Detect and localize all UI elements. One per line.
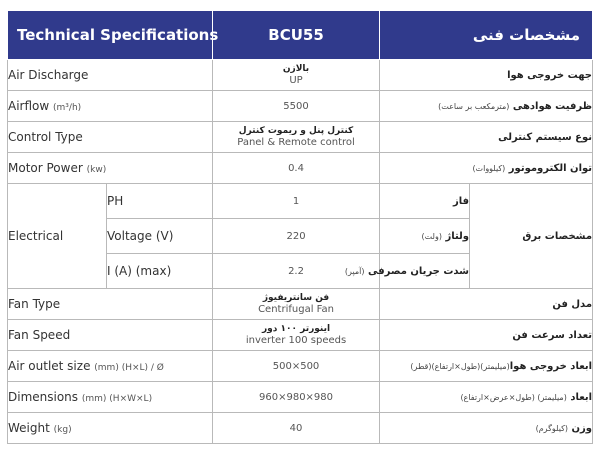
electrical-sub-fa <box>380 219 470 254</box>
electrical-sub-fa-text: فاز <box>452 195 470 207</box>
row-value-en: 40 <box>289 422 303 434</box>
row-label-fa-text: نوع سیستم کنترلی <box>498 131 593 143</box>
row-label-fa-unit: (میلیمتر) (طول×عرض×ارتفاع) <box>460 392 567 402</box>
electrical-sub-value: 1 <box>213 184 380 219</box>
table-row <box>8 60 593 91</box>
table-row <box>8 320 593 351</box>
row-value-en: Centrifugal Fan <box>258 304 334 315</box>
row-label-en <box>8 60 213 91</box>
row-label-text: Weight <box>8 421 50 435</box>
row-value <box>213 351 380 382</box>
row-value-en: inverter 100 speeds <box>245 335 347 346</box>
electrical-sub-en: PH <box>107 184 213 219</box>
row-value-en: Panel & Remote control <box>237 137 355 148</box>
row-label-fa-unit: (میلیمتر)(طول×ارتفاع)(قطر) <box>410 361 510 371</box>
row-label-en <box>8 413 213 444</box>
electrical-group-en: Electrical <box>8 184 107 289</box>
electrical-sub-en: Voltage (V) <box>107 219 213 254</box>
row-label-en <box>8 153 213 184</box>
row-label-en <box>8 122 213 153</box>
row-label-en <box>8 289 213 320</box>
electrical-sub-fa-text: شدت جریان مصرفی <box>367 265 470 277</box>
row-label-en <box>8 320 213 351</box>
row-value <box>213 382 380 413</box>
electrical-sub-fa-unit: (آمپر) <box>344 266 365 276</box>
row-label-en <box>8 91 213 122</box>
row-label-fa <box>380 289 593 320</box>
electrical-sub-value: 2.2 <box>213 254 380 289</box>
row-label-fa <box>380 153 593 184</box>
row-label-text: Control Type <box>8 130 83 144</box>
row-label-fa <box>380 320 593 351</box>
row-label-fa-text: مدل فن <box>552 298 593 310</box>
row-label-fa <box>380 382 593 413</box>
electrical-group-fa: مشخصات برق <box>470 184 593 289</box>
electrical-sub-fa-text: ولتاژ <box>445 230 470 242</box>
header-row <box>8 11 593 60</box>
row-value <box>213 289 380 320</box>
header-title-fa: مشخصات فنی <box>380 11 593 60</box>
row-label-en <box>8 351 213 382</box>
header-title-en: Technical Specifications <box>8 11 213 60</box>
spec-table <box>7 10 593 444</box>
row-label-fa-text: وزن <box>571 422 593 434</box>
electrical-sub-fa <box>344 254 470 289</box>
row-label-unit: (kw) <box>86 165 107 175</box>
table-row <box>8 91 593 122</box>
row-label-fa-text: ابعاد خروجی هوا <box>509 360 593 372</box>
row-label-unit: (kg) <box>53 425 72 435</box>
row-label-unit: (mm) (H×L) / Ø <box>94 363 164 373</box>
row-value-en: 0.4 <box>288 162 304 174</box>
row-label-text: Dimensions <box>8 390 79 404</box>
row-label-en <box>8 382 213 413</box>
table-row <box>8 122 593 153</box>
header-model: BCU55 <box>213 11 380 60</box>
row-value-en: 500×500 <box>272 360 320 372</box>
row-label-unit: (mm) (H×W×L) <box>81 394 153 404</box>
table-row <box>8 289 593 320</box>
row-label-fa <box>380 122 593 153</box>
row-value-fa: اینورتر ۱۰۰ دور <box>261 324 331 334</box>
row-label-fa-text: تعداد سرعت فن <box>512 329 593 341</box>
row-label-fa <box>380 351 593 382</box>
row-label-fa-text: جهت خروجی هوا <box>507 69 593 81</box>
row-label-fa <box>380 60 593 91</box>
row-label-fa-text: ظرفیت هوادهی <box>512 100 593 112</box>
electrical-sub-fa-unit: (ولت) <box>421 231 442 241</box>
electrical-sub-fa <box>380 184 470 219</box>
row-value-fa: فن سانتریفیوژ <box>262 293 330 303</box>
row-label-fa-text: توان الکتروموتور <box>508 162 593 174</box>
electrical-row <box>8 184 593 219</box>
row-value <box>213 91 380 122</box>
row-value-en: 5500 <box>283 100 309 112</box>
row-value-fa: کنترل پنل و ریموت کنترل <box>238 126 354 136</box>
row-label-text: Fan Type <box>8 297 61 311</box>
table-row <box>8 153 593 184</box>
row-label-text: Air Discharge <box>8 68 89 82</box>
row-value <box>213 413 380 444</box>
row-label-text: Fan Speed <box>8 328 71 342</box>
row-value-fa: بالازن <box>282 64 310 74</box>
row-value-en: 960×980×980 <box>259 391 334 403</box>
row-label-text: Air outlet size <box>8 359 91 373</box>
row-label-text: Motor Power <box>8 161 83 175</box>
table-row <box>8 382 593 413</box>
row-label-fa-unit: (کیلووات) <box>472 163 506 173</box>
table-row <box>8 351 593 382</box>
row-label-fa <box>380 413 593 444</box>
electrical-sub-en: I (A) (max) <box>107 254 213 289</box>
row-label-fa <box>380 91 593 122</box>
row-value <box>213 122 380 153</box>
row-label-fa-text: ابعاد <box>570 391 593 403</box>
row-value <box>213 60 380 91</box>
row-label-unit: (m³/h) <box>53 103 82 113</box>
row-label-text: Airflow <box>8 99 50 113</box>
row-label-fa-unit: (مترمکعب بر ساعت) <box>438 101 510 111</box>
table-row <box>8 413 593 444</box>
electrical-sub-value: 220 <box>213 219 380 254</box>
row-label-fa-unit: (کیلوگرم) <box>535 423 569 433</box>
row-value <box>213 320 380 351</box>
row-value-en: UP <box>289 75 303 86</box>
spec-table-container <box>7 10 592 446</box>
row-value <box>213 153 380 184</box>
